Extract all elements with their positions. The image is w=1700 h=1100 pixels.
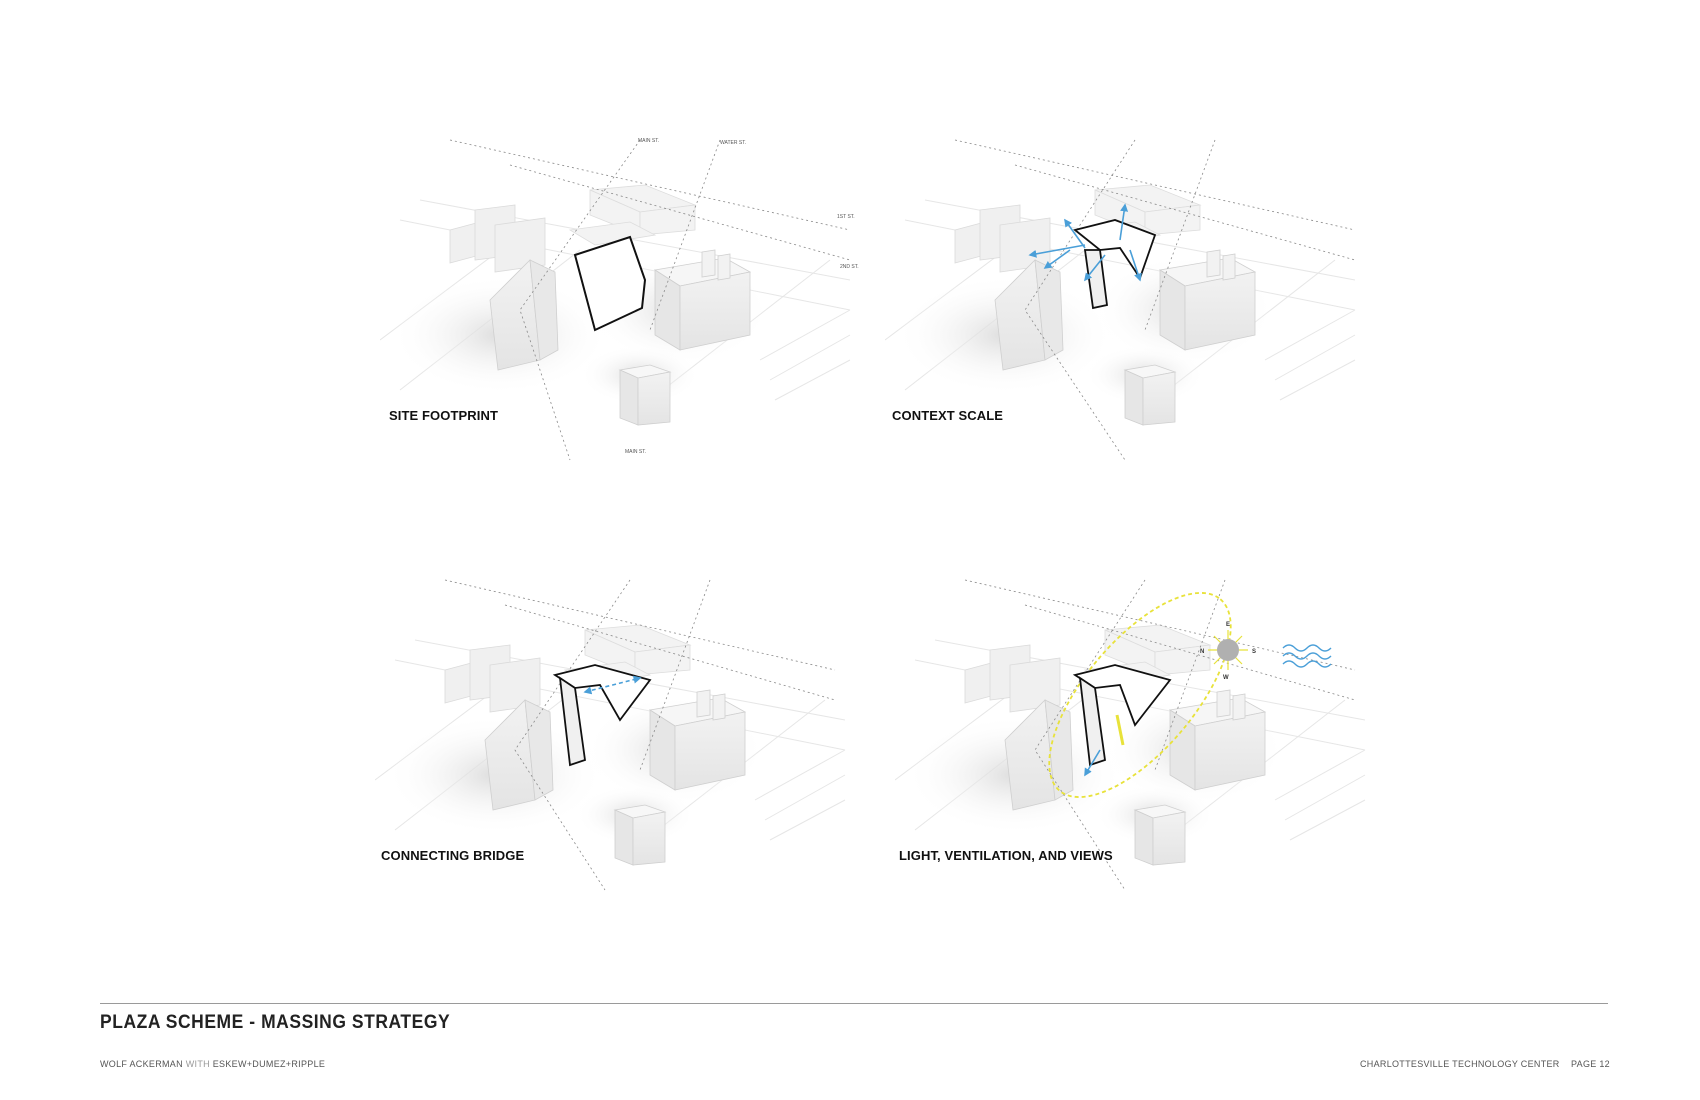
panel-context-scale	[885, 130, 1365, 470]
compass-north: N	[1200, 649, 1205, 655]
sun-icon	[1208, 630, 1248, 670]
sheet-title: PLAZA SCHEME - MASSING STRATEGY	[100, 1012, 451, 1033]
panel-light-ventilation-views	[895, 570, 1375, 910]
caption-connecting-bridge: CONNECTING BRIDGE	[381, 848, 525, 863]
street-label-1st: 1ST ST.	[837, 214, 855, 220]
footer-divider	[100, 1003, 1608, 1004]
street-label-2nd: 2ND ST.	[840, 264, 859, 270]
footer-partners: ESKEW+DUMEZ+RIPPLE	[212, 1059, 326, 1069]
panel-connecting-bridge	[375, 570, 855, 910]
compass-south: S	[1252, 649, 1257, 655]
wind-icon	[1283, 645, 1331, 667]
footer-project: CHARLOTTESVILLE TECHNOLOGY CENTER	[1360, 1059, 1560, 1069]
footer-with: WITH	[185, 1059, 210, 1069]
street-label-main-top: MAIN ST.	[638, 138, 660, 144]
compass-east: E	[1226, 622, 1231, 628]
street-label-water: WATER ST.	[720, 140, 747, 146]
street-label-main-bottom: MAIN ST.	[625, 449, 647, 455]
caption-site-footprint: SITE FOOTPRINT	[389, 408, 499, 423]
caption-light-ventilation-views: LIGHT, VENTILATION, AND VIEWS	[899, 848, 1113, 863]
caption-context-scale: CONTEXT SCALE	[892, 408, 1004, 423]
footer-page: PAGE 12	[1571, 1059, 1610, 1069]
panel-site-footprint	[380, 130, 860, 470]
footer-firm: WOLF ACKERMAN	[100, 1059, 183, 1069]
compass-west: W	[1223, 675, 1229, 681]
footer-credits	[100, 1059, 325, 1069]
